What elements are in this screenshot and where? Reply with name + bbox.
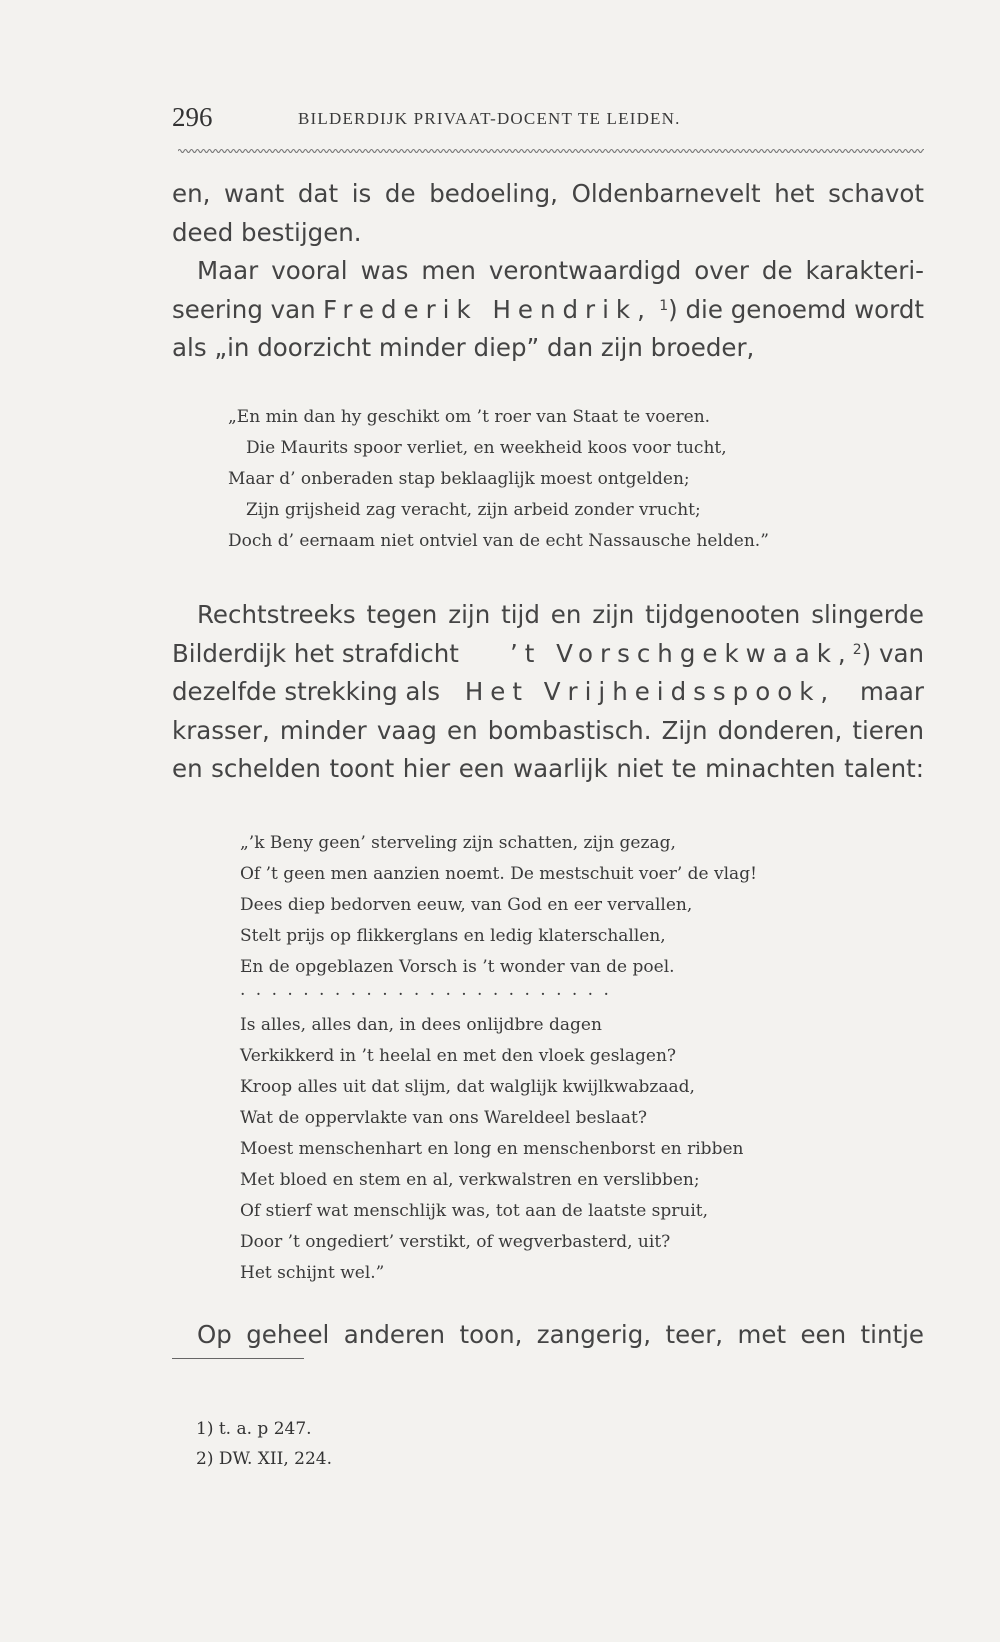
verse-quote-3	[240, 1010, 880, 1289]
paragraph-4	[172, 1316, 924, 1355]
text-line: en schelden toont hier een waarlijk niet te minachten talent:	[172, 754, 924, 783]
verse-line: Door ’t ongediert’ verstikt, of wegverbasterd, uit?	[240, 1232, 671, 1252]
footnote-ref: 2	[852, 641, 862, 658]
text-segment: seering van	[172, 294, 316, 324]
verse-line: Moest menschenhart en long en menschenborst en ribben	[240, 1139, 744, 1159]
text-segment: ) die genoemd wordt	[668, 294, 924, 324]
verse-ellipsis	[240, 980, 880, 1000]
header-wavy-rule	[178, 147, 924, 155]
verse-line: Of stierf wat menschlijk was, tot aan de laatste spruit,	[240, 1201, 709, 1221]
text-line: als „in doorzicht minder diep” dan zijn broeder,	[172, 333, 755, 362]
verse-line: Kroop alles uit dat slijm, dat walglijk kwijlkwabzaad,	[240, 1077, 695, 1097]
person-name: Frederik Hendrik,	[323, 294, 652, 324]
running-title: BILDERDIJK PRIVAAT-DOCENT TE LEIDEN.	[298, 109, 681, 128]
verse-line: „’k Beny geen’ sterveling zijn schatten, zijn gezag,	[240, 833, 676, 853]
text-line: en, want dat is de bedoeling, Oldenbarnevelt het schavot	[172, 179, 924, 208]
text-line	[172, 673, 924, 712]
footnote-separator	[172, 1358, 304, 1359]
verse-quote-2	[240, 828, 880, 983]
footnotes	[196, 1414, 332, 1474]
verse-line: Wat de oppervlakte van ons Wareldeel beslaat?	[240, 1108, 647, 1128]
verse-line: Is alles, alles dan, in dees onlijdbre dagen	[240, 1015, 602, 1035]
verse-line: Of ’t geen men aanzien noemt. De mestschuit voer’ de vlag!	[240, 864, 757, 884]
text-line: Rechtstreeks tegen zijn tijd en zijn tijdgenooten slingerde	[197, 600, 924, 629]
verse-line: Het schijnt wel.”	[240, 1263, 385, 1283]
verse-line: En de opgeblazen Vorsch is ’t wonder van de poel.	[240, 957, 675, 977]
verse-line: „En min dan hy geschikt om ’t roer van Staat te voeren.	[228, 407, 711, 427]
paragraph-2	[172, 252, 924, 368]
text-segment: maar	[860, 677, 924, 706]
poem-title: ’t Vorschgekwaak,	[509, 638, 853, 668]
verse-line: Die Maurits spoor verliet, en weekheid koos voor tucht,	[246, 438, 727, 458]
verse-line: Stelt prijs op flikkerglans en ledig klaterschallen,	[240, 926, 666, 946]
footnote: 1) t. a. p 247.	[196, 1419, 312, 1439]
ellipsis-line: ........................	[240, 980, 620, 1000]
verse-quote-1	[228, 402, 868, 557]
paragraph-3	[172, 596, 924, 789]
text-line	[172, 291, 924, 330]
text-line	[172, 635, 924, 674]
verse-line: Doch d’ eernaam niet ontviel van de echt Nassausche helden.”	[228, 531, 769, 551]
text-line: deed bestijgen.	[172, 217, 362, 247]
text-segment: dezelfde strekking als	[172, 677, 441, 706]
verse-line: Verkikkerd in ’t heelal en met den vloek geslagen?	[240, 1046, 677, 1066]
paragraph-1	[172, 175, 924, 252]
footnote: 2) DW. XII, 224.	[196, 1449, 332, 1469]
page-header	[172, 100, 922, 140]
text-line: Maar vooral was men verontwaardigd over de karakteri-	[197, 256, 924, 285]
verse-line: Met bloed en stem en al, verkwalstren en verslibben;	[240, 1170, 700, 1190]
verse-line: Zijn grijsheid zag veracht, zijn arbeid zonder vrucht;	[246, 500, 701, 520]
poem-title: Het Vrijheidsspook,	[464, 677, 836, 706]
text-segment: ) van	[861, 638, 924, 668]
verse-line: Dees diep bedorven eeuw, van God en eer vervallen,	[240, 895, 693, 915]
text-line: krasser, minder vaag en bombastisch. Zijn donderen, tieren	[172, 715, 924, 745]
text-line: Op geheel anderen toon, zangerig, teer, met een tintje	[197, 1320, 924, 1349]
text-segment: Bilderdijk het strafdicht	[172, 638, 459, 668]
page-number: 296	[172, 102, 213, 132]
verse-line: Maar d’ onberaden stap beklaaglijk moest ontgelden;	[228, 469, 690, 489]
footnote-ref: 1	[659, 297, 669, 314]
